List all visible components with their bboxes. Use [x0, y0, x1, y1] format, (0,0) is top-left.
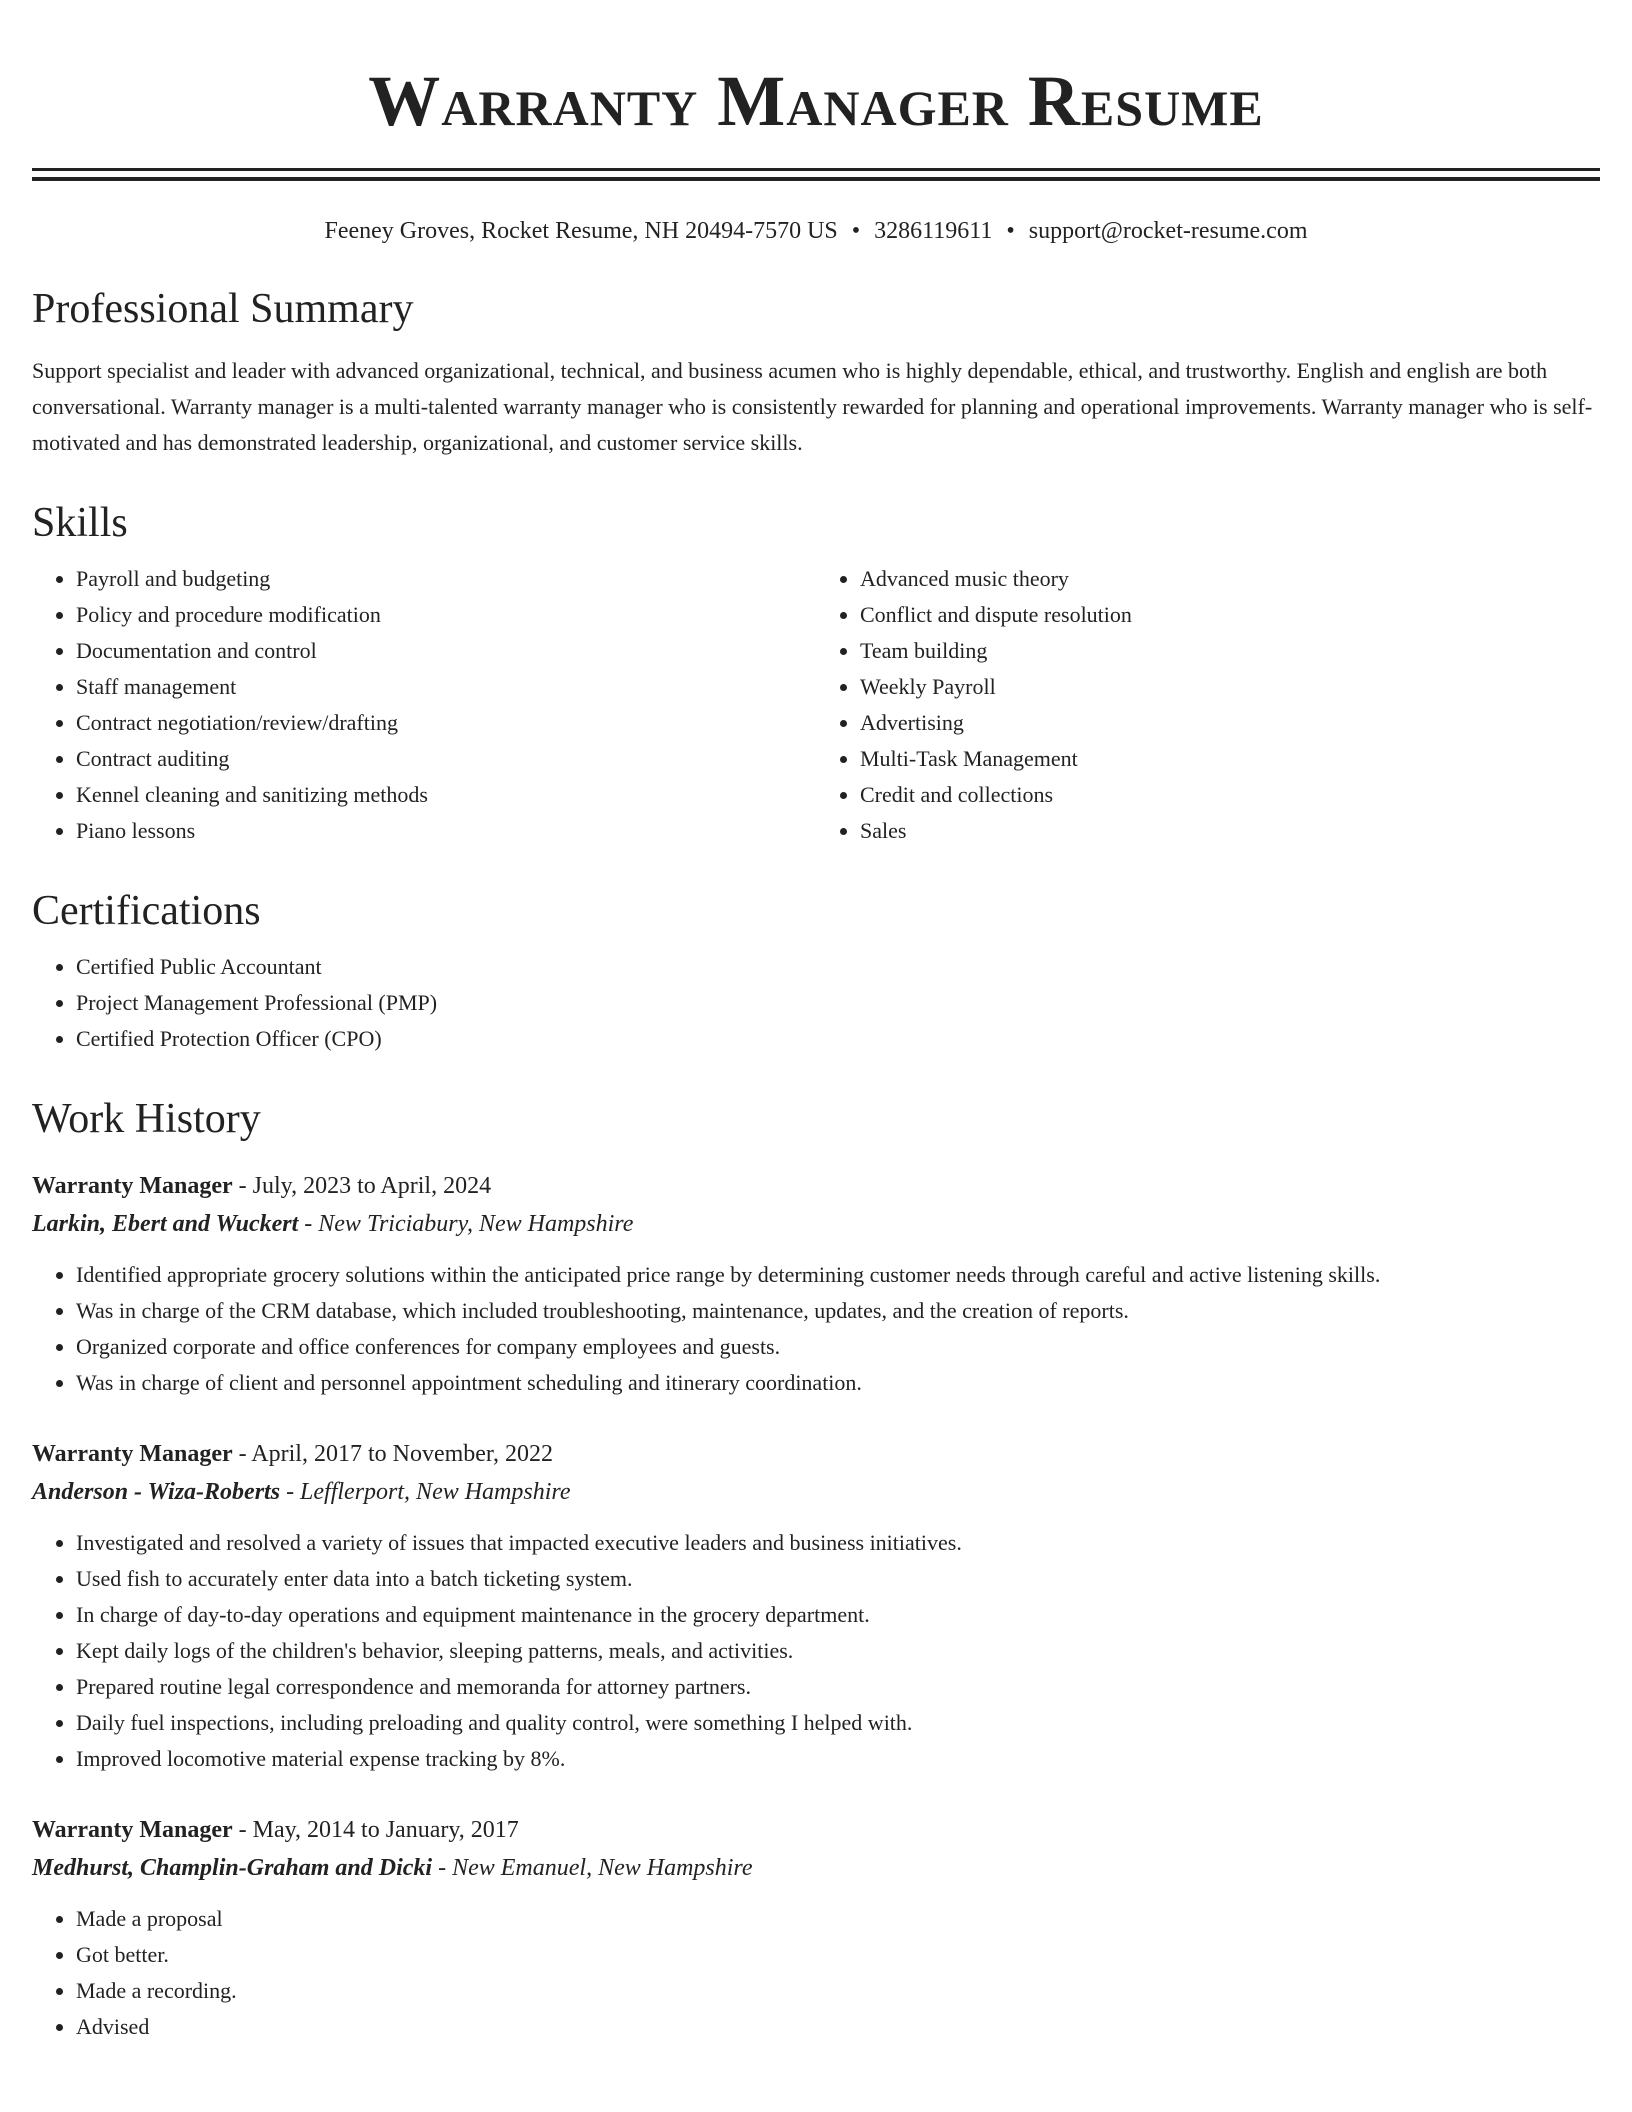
job-duties: [32, 1257, 1600, 1401]
skill-item: • Conflict and dispute resolution: [860, 597, 1600, 633]
skill-item: • Staff management: [76, 669, 816, 705]
job-duty: • Prepared routine legal correspondence and memoranda for attorney partners.: [76, 1669, 1600, 1705]
contact-separator: •: [1006, 218, 1015, 244]
job-dates: - April, 2017 to November, 2022: [232, 1441, 553, 1467]
skill-item: • Piano lessons: [76, 813, 816, 849]
job-duty: • Investigated and resolved a variety of issues that impacted executive leaders and business initiatives.: [76, 1525, 1600, 1561]
skill-item: • Advanced music theory: [860, 561, 1600, 597]
job-header: [32, 1435, 1600, 1473]
job-duty: • Identified appropriate grocery solutions within the anticipated price range by determining customer needs through careful and active listening skills.: [76, 1257, 1600, 1293]
job-duty: • In charge of day-to-day operations and equipment maintenance in the grocery department.: [76, 1597, 1600, 1633]
job-entry: [32, 1167, 1600, 1401]
job-dates: - July, 2023 to April, 2024: [232, 1173, 492, 1199]
job-entry: [32, 1811, 1600, 2045]
job-duty: • Daily fuel inspections, including preloading and quality control, were something I helped with.: [76, 1705, 1600, 1741]
contact-address: Feeney Groves, Rocket Resume, NH 20494-7570 US: [324, 218, 838, 244]
certifications-heading: Certifications: [32, 888, 261, 934]
certification-item: • Certified Protection Officer (CPO): [76, 1021, 1600, 1057]
skill-item: • Team building: [860, 633, 1600, 669]
job-duty: • Used fish to accurately enter data into a batch ticketing system.: [76, 1561, 1600, 1597]
job-duties: [32, 1901, 1600, 2045]
skill-item: • Advertising: [860, 705, 1600, 741]
title-divider-top: [32, 168, 1600, 171]
job-role: Warranty Manager: [32, 1441, 233, 1467]
job-duty: • Was in charge of client and personnel appointment scheduling and itinerary coordination.: [76, 1365, 1600, 1401]
skill-item: • Kennel cleaning and sanitizing methods: [76, 777, 816, 813]
job-employer: [32, 1849, 1600, 1887]
certifications-list: [32, 949, 1600, 1057]
skills-grid: [32, 561, 1600, 849]
skill-item: • Multi-Task Management: [860, 741, 1600, 777]
job-duty: • Advised: [76, 2009, 1600, 2045]
summary-text: Support specialist and leader with advanced organizational, technical, and business acumen who is highly dependable, ethical, and trustworthy. English and english are both conversational. Warranty manager is a multi-talented warranty manager who is consistently rewarded for planning and operational improvements. Warranty manager who is self-motivated and has demonstrated leadership, organizational, and customer service skills.: [32, 358, 1593, 455]
resume-page: [32, 0, 1600, 2045]
resume-title: Warranty Manager Resume: [368, 61, 1264, 141]
job-location: - Lefflerport, New Hampshire: [280, 1479, 571, 1505]
job-duty: • Was in charge of the CRM database, which included troubleshooting, maintenance, updates, and the creation of reports.: [76, 1293, 1600, 1329]
contact-email[interactable]: support@rocket-resume.com: [1028, 218, 1308, 244]
job-duty: • Kept daily logs of the children's behavior, sleeping patterns, meals, and activities.: [76, 1633, 1600, 1669]
skill-item: • Policy and procedure modification: [76, 597, 816, 633]
title-divider-bottom: [32, 177, 1600, 181]
job-duty: • Organized corporate and office conferences for company employees and guests.: [76, 1329, 1600, 1365]
skill-item: • Weekly Payroll: [860, 669, 1600, 705]
job-dates: - May, 2014 to January, 2017: [232, 1817, 519, 1843]
certification-item: • Project Management Professional (PMP): [76, 985, 1600, 1021]
job-entry: [32, 1435, 1600, 1777]
job-duty: • Made a proposal: [76, 1901, 1600, 1937]
contact-line: [32, 215, 1600, 247]
skill-item: • Credit and collections: [860, 777, 1600, 813]
skill-item: • Documentation and control: [76, 633, 816, 669]
certification-item: • Certified Public Accountant: [76, 949, 1600, 985]
skill-item: • Sales: [860, 813, 1600, 849]
job-company: Medhurst, Champlin-Graham and Dicki: [32, 1855, 433, 1881]
job-employer: [32, 1205, 1600, 1243]
job-role: Warranty Manager: [32, 1817, 233, 1843]
job-location: - New Emanuel, New Hampshire: [432, 1855, 753, 1881]
job-duties: [32, 1525, 1600, 1777]
skills-heading: Skills: [32, 500, 128, 546]
job-company: Anderson - Wiza-Roberts: [32, 1479, 281, 1505]
job-employer: [32, 1473, 1600, 1511]
job-duty: • Improved locomotive material expense tracking by 8%.: [76, 1741, 1600, 1777]
job-duty: • Made a recording.: [76, 1973, 1600, 2009]
job-header: [32, 1811, 1600, 1849]
contact-separator: •: [851, 218, 861, 244]
skill-item: • Payroll and budgeting: [76, 561, 816, 597]
skills-list-right: [816, 561, 1600, 849]
job-company: Larkin, Ebert and Wuckert: [32, 1211, 299, 1237]
job-role: Warranty Manager: [32, 1173, 233, 1199]
skill-item: • Contract negotiation/review/drafting: [76, 705, 816, 741]
summary-heading: Professional Summary: [32, 286, 414, 332]
contact-phone: 3286119611: [874, 218, 993, 244]
work-history-heading: Work History: [32, 1096, 261, 1142]
skill-item: • Contract auditing: [76, 741, 816, 777]
job-header: [32, 1167, 1600, 1205]
skills-list-left: [32, 561, 816, 849]
job-duty: • Got better.: [76, 1937, 1600, 1973]
job-location: - New Triciabury, New Hampshire: [298, 1211, 634, 1237]
